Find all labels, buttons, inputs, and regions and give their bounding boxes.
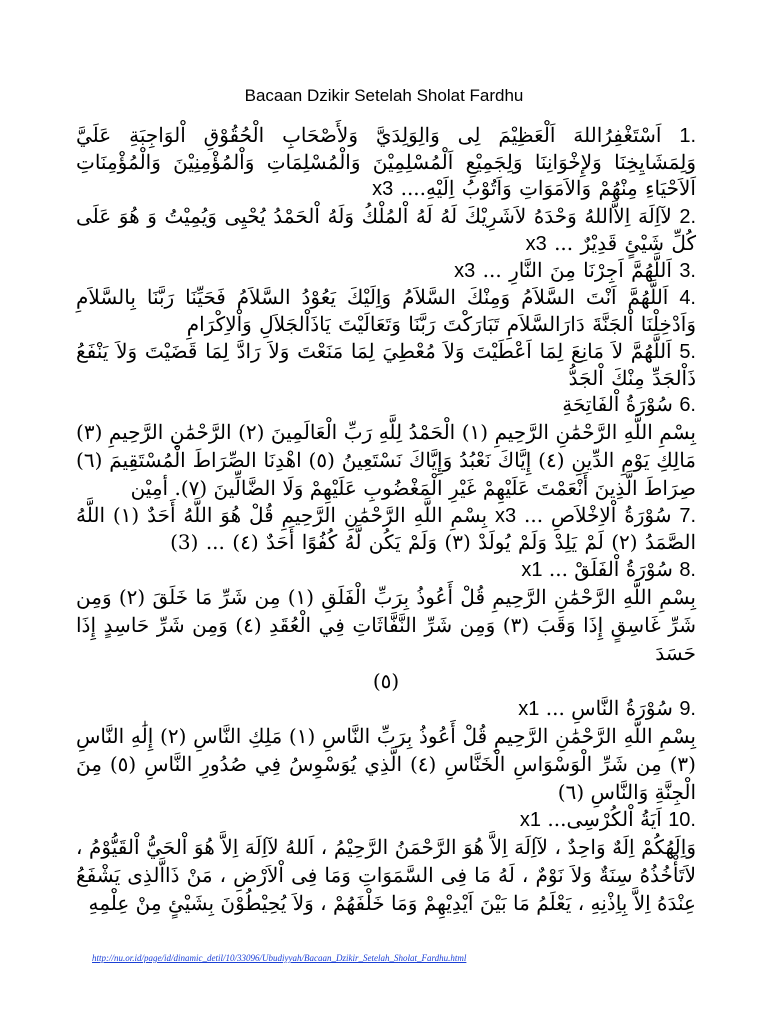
surah-body: بِسْمِ اللَّهِ الرَّحْمَٰنِ الرَّحِيمِ قُلْ أَعُوذُ بِرَبِّ الْفَلَقِ (١) مِن شَرِّ مَا خَلَقَ (٢) وَمِن شَرِّ غَاسِقٍ إِذَا وَقَبَ (٣) وَمِن شَرِّ النَّفَّاثَاتِ فِي الْعُقَدِ (٤) وَمِن شَرِّ حَاسِدٍ إِذَا حَسَدَ: [76, 584, 696, 665]
item-number: 3.: [679, 260, 696, 283]
item-number: 9.: [679, 697, 696, 720]
item-text: اَيَةُ اْلكُرْسِى...: [547, 807, 662, 832]
surah-body: بِسْمِ اللَّهِ الرَّحْمَٰنِ الرَّحِيمِ قُلْ أَعُوذُ بِرَبِّ النَّاسِ (١) مَلِكِ النَّاسِ (٢) إِلَٰهِ النَّاسِ (٣) مِن شَرِّ الْوَسْوَاسِ الْخَنَّاسِ (٤) الَّذِي يُوَسْوِسُ فِي صُدُورِ النَّاسِ (٥) مِنَ الْجِنَّةِ وَالنَّاسِ (٦): [76, 724, 696, 805]
dzikir-item-9: [76, 695, 696, 806]
item-number: 8.: [679, 558, 696, 581]
dzikir-item-1: [76, 122, 696, 203]
repeat-count: x3: [454, 260, 476, 283]
repeat-count: x3: [494, 505, 517, 528]
item-text: سُوْرَةُ النَّاسِ ...: [545, 695, 673, 720]
item-text: اَللَّهُمَّ لاَ مَانِعَ لِمَا اَعْطَيْتَ وَلاَ مُعْطِيَ لِمَا مَنَعْتَ وَلاَ رَادَّ لِمَا قَضَيْتَ وَلاَ يَنْفَعُ ذَاْلجَدِّ مِنْكَ اْلجَدُّ: [76, 338, 696, 390]
item-number: 1.: [679, 125, 697, 147]
repeat-count: x3: [525, 232, 547, 255]
item-number: 10.: [668, 809, 696, 832]
repeat-count: x1: [521, 558, 543, 581]
item-number: 2.: [679, 205, 697, 228]
item-text: سُوْرَةُ اْلاِخْلاَصِ ...: [523, 503, 672, 528]
surah-body: بِسْمِ اللَّهِ الرَّحْمَٰنِ الرَّحِيمِ (١) الْحَمْدُ لِلَّهِ رَبِّ الْعَالَمِينَ (٢) الرَّحْمَٰنِ الرَّحِيمِ (٣) مَالِكِ يَوْمِ الدِّينِ (٤) إِيَّاكَ نَعْبُدُ وَإِيَّاكَ نَسْتَعِينُ (٥) اهْدِنَا الصِّرَاطَ الْمُسْتَقِيمَ (٦) صِرَاطَ الَّذِينَ أَنْعَمْتَ عَلَيْهِمْ غَيْرِ الْمَغْضُوبِ عَلَيْهِمْ وَلَا الضَّالِّينَ (٧). أمِيْن: [76, 420, 696, 501]
item-text: سُوْرَةُ اْلفَاتِحَةِ: [562, 392, 673, 417]
item-number: 7.: [679, 505, 697, 528]
item-number: 4.: [679, 287, 696, 310]
item-text: اَللَّهُمَّ اَنْتَ السَّلاَمُ وَمِنْكَ السَّلاَمُ وَاِلَيْكَ يَعُوْدُ السَّلاَمُ فَحَيِّنَا رَبَّنَا بِالسَّلاَمِ وَاَدْخِلْنَا اْلجَنَّةَ دَارَالسَّلاَمِ تَبَارَكْتَ رَبَّنَا وَتَعَالَيْتَ يَاذَاْلجَلاَلِ وَاْلاِكْرَامِ: [76, 285, 696, 337]
dzikir-item-10: [76, 806, 696, 917]
surah-body: بِسْمِ اللَّهِ الرَّحْمَٰنِ الرَّحِيمِ قُلْ هُوَ اللَّهُ أَحَدٌ (١) اللَّهُ الصَّمَدُ (٢) لَمْ يَلِدْ وَلَمْ يُولَدْ (٣) وَلَمْ يَكُن لَّهُ كُفُوًا أَحَدٌ (٤) ... (3): [76, 503, 696, 555]
dzikir-item-5: [76, 338, 696, 391]
item-text: اَسْتَغْفِرُاللهَ اَلْعَظِيْمَ لِى وَالِوَلِدَيَّ وَلأَصْحَابِ الْحُقُوْقِ اْلوَاجِبَةِ عَلَيَّ وَلِمَشَايِخِنَا وَلإِخْوَانِنَا وَلِجَمِيْعِ اَلْمُسْلِمِيْنَ وَالْمُسْلِمَاتِ وَاْلمُؤْمِنِيْنَ وَالْمُؤْمِنَاتِ اَلاَحْيَاءِ مِنْهُمْ وَالاَمَوَاتِ وَاَتُوْبُ اِلَيْهِ....: [76, 123, 696, 201]
dzikir-item-2: [76, 203, 696, 257]
item-text: سُوْرَةُ اْلفَلَقْ ...: [548, 556, 673, 581]
item-text: لآاِلَهَ اِلاَّاللهُ وَحْدَهُ لاَشَرِيْكَ لَهُ لَهُ اْلمُلْكُ وَلَهُ اْلحَمْدُ يُحْيِى وَيُمِيْتُ وَ هُوَ عَلَى كُلِّ شَيْئٍ قَدِيْرٌ ...: [76, 203, 696, 255]
repeat-count: x1: [518, 697, 540, 720]
dzikir-item-4: [76, 284, 696, 337]
dzikir-item-8: [76, 556, 696, 695]
dzikir-item-7: [76, 502, 696, 555]
verse-number: (٥): [372, 668, 400, 693]
page-title: Bacaan Dzikir Setelah Sholat Fardhu: [244, 86, 524, 105]
source-link[interactable]: http://nu.or.id/page/id/dinamic_detil/10/33096/Ubudiyyah/Bacaan_Dzikir_Setelah_Sholat_Fardhu.html: [92, 953, 467, 963]
dzikir-item-3: [76, 257, 696, 284]
repeat-count: x3: [372, 178, 394, 201]
item-number: 6.: [679, 394, 696, 417]
item-number: 5.: [679, 340, 696, 363]
surah-body: وَاِلَهُكُمْ اِلَهٌ وَاحِدٌ ، لآاِلَهَ اِلاَّ هُوَ الرَّحْمَنُ الرَّحِيْمُ ، اَللهُ لآاِلَهَ اِلاَّ هُوَ اْلحَيُّ اْلقَيُّوْمُ ، لاَتَأْخُذُهُ سِنَةٌ وَلاَ نَوْمٌ ، لَهُ مَا فِى السَّمَوَاتِ وَمَا فِى اْلاَرْضِ ، مَنْ ذَااَّلذِى يَشْفَعُ عِنْدَهُ اِلاَّ بِاِذْنِهِ ، يَعْلَمُ مَا بَيْنَ اَيْدِيْهِمْ وَمَا خَلْفَهُمْ ، وَلاَ يُحِيْطُوْنَ بِشَيْئٍ مِنْ عِلْمِهِ: [76, 835, 696, 916]
dzikir-item-6: [76, 391, 696, 502]
dzikir-list: [76, 122, 696, 917]
repeat-count: x1: [519, 809, 542, 832]
item-text: اَللَّهُمَّ اَجِرْنَا مِنَ النَّارِ ...: [482, 258, 672, 283]
